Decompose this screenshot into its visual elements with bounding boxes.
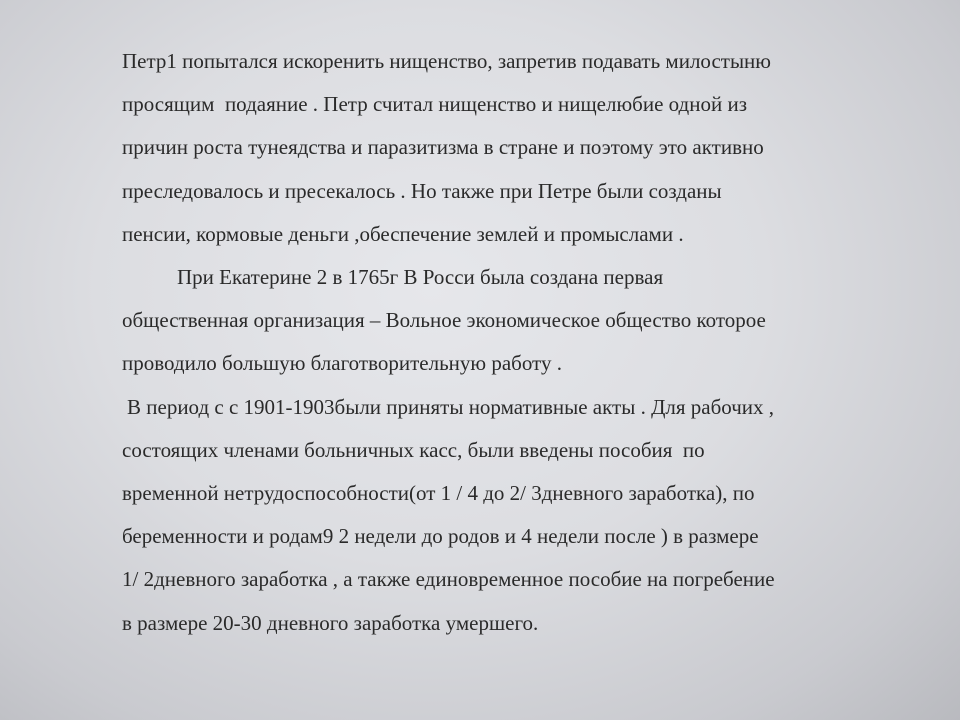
text-line: преследовалось и пресекалось . Но также при Петре были созданы xyxy=(122,178,722,203)
text-line: пенсии, кормовые деньги ,обеспечение землей и промыслами . xyxy=(122,221,684,246)
text-line: беременности и родам9 2 недели до родов и 4 недели после ) в размере xyxy=(122,524,759,549)
text-line: временной нетрудоспособности(от 1 / 4 до 2/ 3дневного заработка), по xyxy=(122,481,755,506)
text-line: 1/ 2дневного заработка , а также единовременное пособие на погребение xyxy=(122,567,775,592)
text-line-indented: В период с с 1901-1903были приняты нормативные акты . Для рабочих , xyxy=(127,394,775,419)
text-line: причин роста тунеядства и паразитизма в стране и поэтому это активно xyxy=(122,135,764,160)
text-line: в размере 20-30 дневного заработка умершего. xyxy=(122,610,539,635)
text-line: Петр1 попытался искоренить нищенство, запретив подавать милостыню xyxy=(122,49,771,73)
text-line-indented: При Екатерине 2 в 1765г В Росси была создана первая xyxy=(177,265,664,290)
text-line: проводило большую благотворительную работу . xyxy=(122,351,562,376)
text-line: состоящих членами больничных касс, были введены пособия по xyxy=(122,437,705,462)
text-line: общественная организация – Вольное экономическое общество которое xyxy=(122,308,766,333)
text-line: просящим подаяние . Петр считал нищенство и нищелюбие одной из xyxy=(122,92,748,117)
slide-text-block xyxy=(122,40,902,645)
